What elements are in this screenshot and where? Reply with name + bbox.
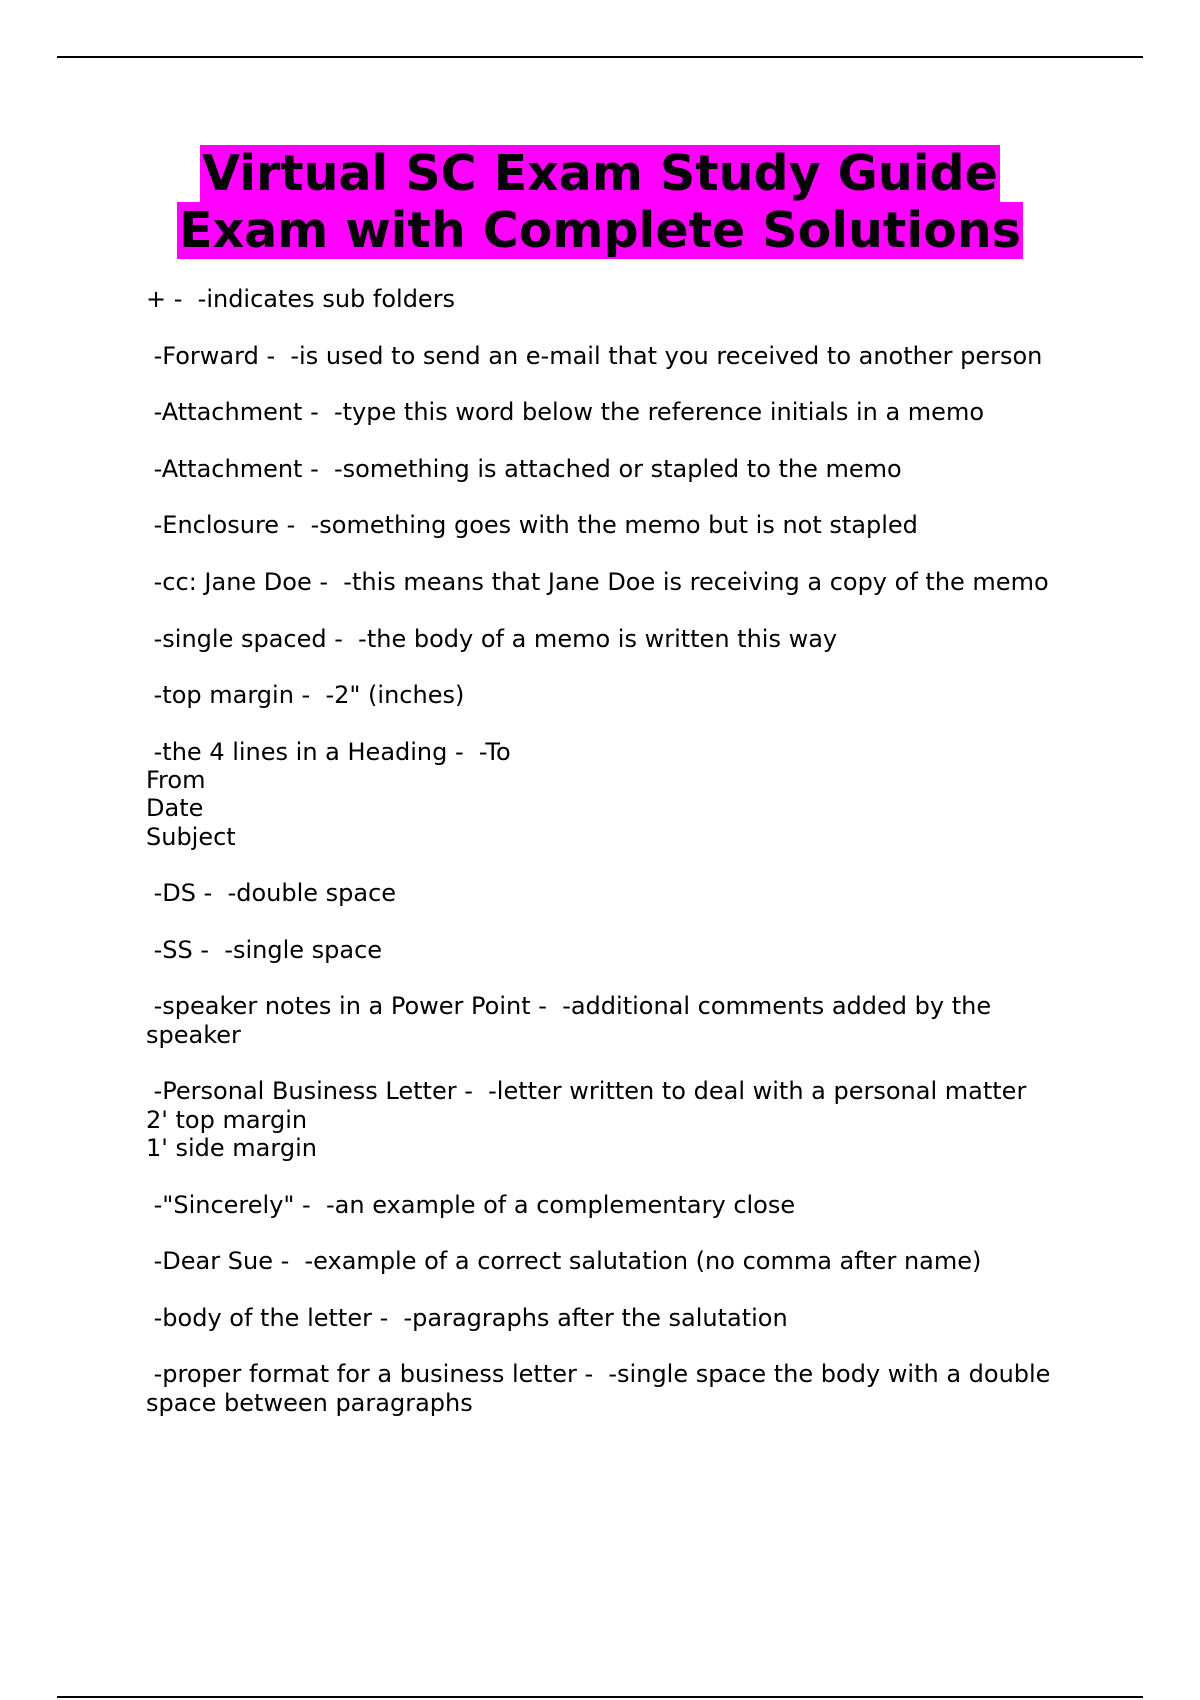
entry-definition: -indicates sub folders	[190, 285, 456, 313]
list-item	[146, 568, 1086, 596]
entry-term: -Personal Business Letter -	[146, 1077, 481, 1106]
list-item	[146, 1360, 1086, 1417]
entry-term: -Attachment -	[146, 398, 327, 427]
entry-definition: -single space the body with a double space between paragraphs	[146, 1360, 1059, 1417]
list-item	[146, 992, 1086, 1049]
entry-definition: -paragraphs after the salutation	[395, 1303, 788, 1332]
entry-term: + -	[146, 285, 191, 313]
entry-term: -Enclosure -	[146, 511, 303, 540]
entry-definition: -something is attached or stapled to the memo	[326, 454, 902, 483]
list-item	[146, 285, 1086, 313]
list-item	[146, 936, 1086, 964]
entry-definition: -is used to send an e-mail that you received to another person	[282, 341, 1043, 370]
list-item	[146, 625, 1086, 653]
flashcard-list	[146, 285, 1086, 1445]
entry-term: -SS -	[146, 935, 217, 964]
document-title	[0, 145, 1200, 259]
entry-term: -Attachment -	[146, 454, 327, 483]
entry-definition: -additional comments added by the speaker	[146, 992, 999, 1049]
list-item	[146, 511, 1086, 539]
title-line-2: Exam with Complete Solutions	[179, 202, 1021, 259]
entry-definition: -an example of a complementary close	[318, 1190, 796, 1219]
entry-term: -proper format for a business letter -	[146, 1360, 601, 1389]
entry-definition: -single space	[216, 935, 383, 964]
entry-term: -speaker notes in a Power Point -	[146, 992, 555, 1021]
entry-term: -the 4 lines in a Heading -	[146, 737, 472, 766]
entry-definition: -the body of a memo is written this way	[350, 624, 838, 653]
entry-term: -Dear Sue -	[146, 1247, 297, 1276]
entry-definition: -2" (inches)	[317, 681, 465, 710]
entry-term: -single spaced -	[146, 624, 351, 653]
entry-definition: -example of a correct salutation (no comma after name)	[296, 1247, 982, 1276]
list-item	[146, 398, 1086, 426]
entry-definition: -this means that Jane Doe is receiving a copy of the memo	[335, 567, 1049, 596]
entry-definition: -type this word below the reference initials in a memo	[326, 398, 984, 427]
list-item	[146, 1077, 1086, 1162]
list-item	[146, 1247, 1086, 1275]
entry-definition: -To From Date Subject	[146, 737, 511, 851]
title-line-1: Virtual SC Exam Study Guide	[202, 145, 998, 202]
entry-definition: -double space	[219, 879, 397, 908]
entry-definition: -letter written to deal with a personal matter 2' top margin 1' side margin	[146, 1077, 1027, 1162]
entry-term: -Forward -	[146, 341, 283, 370]
top-rule	[57, 56, 1143, 58]
entry-term: -"Sincerely" -	[146, 1190, 319, 1219]
entry-term: -DS -	[146, 879, 220, 908]
list-item	[146, 879, 1086, 907]
entry-term: -body of the letter -	[146, 1303, 396, 1332]
list-item	[146, 1191, 1086, 1219]
entry-definition: -something goes with the memo but is not stapled	[302, 511, 918, 540]
list-item	[146, 455, 1086, 483]
entry-term: -cc: Jane Doe -	[146, 567, 336, 596]
list-item	[146, 681, 1086, 709]
entry-term: -top margin -	[146, 681, 318, 710]
list-item	[146, 342, 1086, 370]
list-item	[146, 738, 1086, 851]
list-item	[146, 1304, 1086, 1332]
bottom-rule	[57, 1696, 1143, 1698]
